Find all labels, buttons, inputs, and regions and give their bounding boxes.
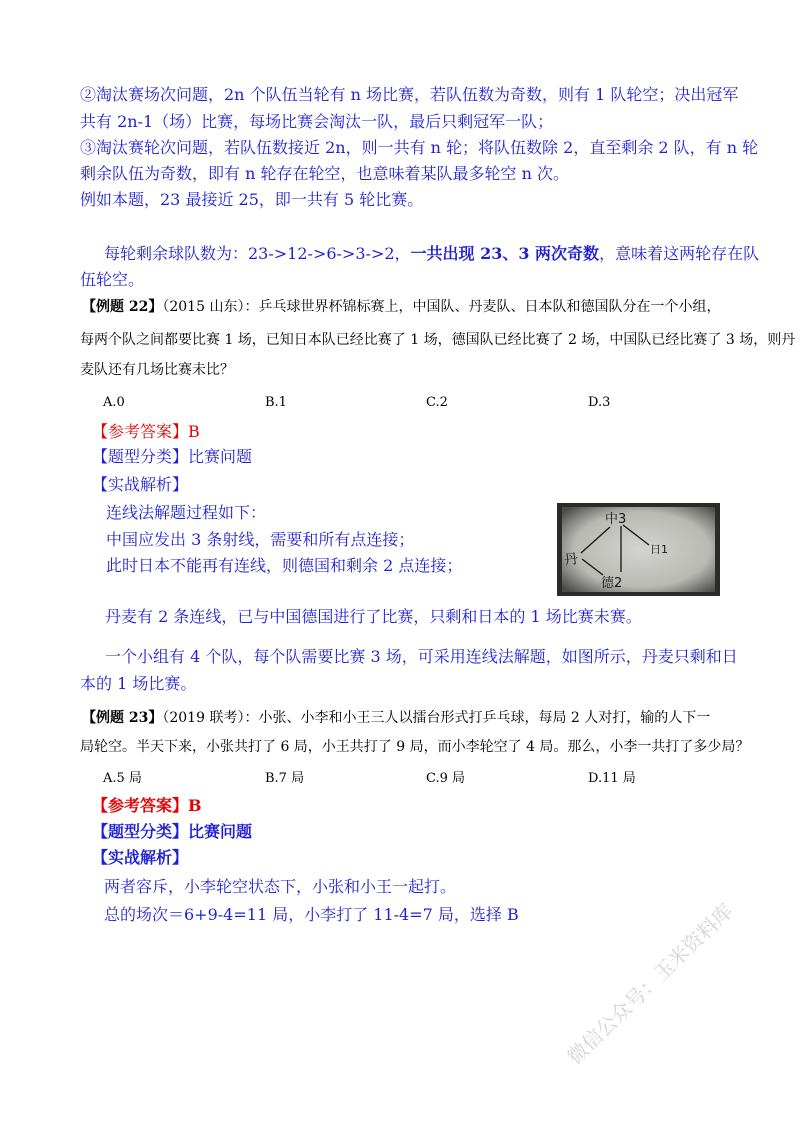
knockout-note-line: 例如本题，23 最接近 25，即一共有 5 轮比赛。 [80,190,424,209]
label-japan: 日1 [650,543,668,556]
rounds-note-line [104,244,759,264]
answer-label: 【参考答案】 [92,796,189,815]
example-22-label: 【例题 22】 [82,299,163,315]
example-22-source: （2015 山东）： [162,299,259,315]
example-22-analysis-line: 中国应发出 3 条射线，需要和所有点连接； [106,530,415,549]
example-22-option-d: D.3 [588,395,611,410]
rounds-note-continuation: 伍轮空。 [80,270,145,289]
type-label: 【题型分类】 [92,822,189,841]
example-23-analysis-line: 两者容斥，小李轮空状态下，小张和小王一起打。 [104,877,457,896]
example-23-source: （2019 联考）： [162,710,259,726]
question-text: 乒乓球世界杯锦标赛上，中国队、丹麦队、日本队和德国队分在一个小组， [258,299,721,315]
example-22-analysis-line: 连线法解题过程如下： [106,503,267,522]
answer-value: B [188,422,200,441]
example-22-conclusion-line: 本的 1 场比赛。 [80,674,197,693]
example-22-type [92,447,252,467]
label-china: 中3 [605,512,627,527]
knockout-note-line: ②淘汰赛场次问题，2n 个队伍当轮有 n 场比赛，若队伍数为奇数，则有 1 队轮空；决出冠军 [80,85,739,104]
example-22-question-line [82,297,720,317]
example-22-option-b: B.1 [265,395,287,410]
label-denmark: 丹 [563,551,580,569]
type-label: 【题型分类】 [92,447,189,466]
label-germany: 德2 [601,576,623,591]
example-22-analysis-label: 【实战解析】 [92,475,189,494]
example-23-answer [92,796,202,816]
example-23-analysis-label: 【实战解析】 [92,848,189,867]
watermark: 微信公众号：玉米资料库 [562,898,738,1070]
example-22-conclusion-line: 丹麦有 2 条连线，已与中国德国进行了比赛，只剩和日本的 1 场比赛未赛。 [105,607,642,626]
knockout-note-line: ③淘汰赛轮次问题，若队伍数接近 2n，则一共有 n 轮；将队伍数除 2，直至剩余 2 队，有 n 轮 [80,138,759,157]
type-value: 比赛问题 [188,447,253,466]
example-23-question-line: 局轮空。半天下来，小张共打了 6 局，小王共打了 9 局，而小李轮空了 4 局。那么，小李一共打了多少局？ [80,739,750,755]
example-22-answer [92,422,200,442]
answer-label: 【参考答案】 [92,422,189,441]
example-23-option-d: D.11 局 [588,771,636,786]
rounds-note-text: 每轮剩余球队数为：23->12->6->3->2， [104,244,411,263]
example-23-label: 【例题 23】 [82,710,163,726]
example-23-question-line [82,708,710,728]
example-22-option-a: A.0 [103,395,125,410]
rounds-note-highlight: 一共出现 23、3 两次奇数 [410,244,600,263]
example-23-type [92,822,252,842]
example-23-option-c: C.9 局 [426,771,466,786]
connection-diagram-photo [557,503,720,596]
example-22-option-c: C.2 [426,395,448,410]
example-23-option-a: A.5 局 [103,771,142,786]
example-23-option-b: B.7 局 [265,771,305,786]
answer-value: B [188,796,202,815]
type-value: 比赛问题 [188,822,253,841]
rounds-note-text: ，意味着这两轮存在队 [599,244,760,263]
question-text: 小张、小李和小王三人以擂台形式打乒乓球，每局 2 人对打，输的人下一 [258,710,711,726]
example-22-question-line: 麦队还有几场比赛未比？ [80,362,234,378]
knockout-note-line: 共有 2n-1（场）比赛，每场比赛会淘汰一队，最后只剩冠军一队； [80,112,554,131]
knockout-note-line: 剩余队伍为奇数，即有 n 轮存在轮空，也意味着某队最多轮空 n 次。 [80,164,569,183]
example-23-analysis-line: 总的场次＝6+9-4=11 局，小李打了 11-4=7 局，选择 B [104,905,519,924]
example-22-conclusion-line: 一个小组有 4 个队，每个队需要比赛 3 场，可采用连线法解题，如图所示，丹麦只剩和日 [105,647,738,666]
example-22-question-line: 每两个队之间都要比赛 1 场，已知日本队已经比赛了 1 场，德国队已经比赛了 2 场，中国队已经比赛了 3 场，则丹 [80,332,796,348]
example-22-analysis-line: 此时日本不能再有连线，则德国和剩余 2 点连接； [106,556,463,575]
